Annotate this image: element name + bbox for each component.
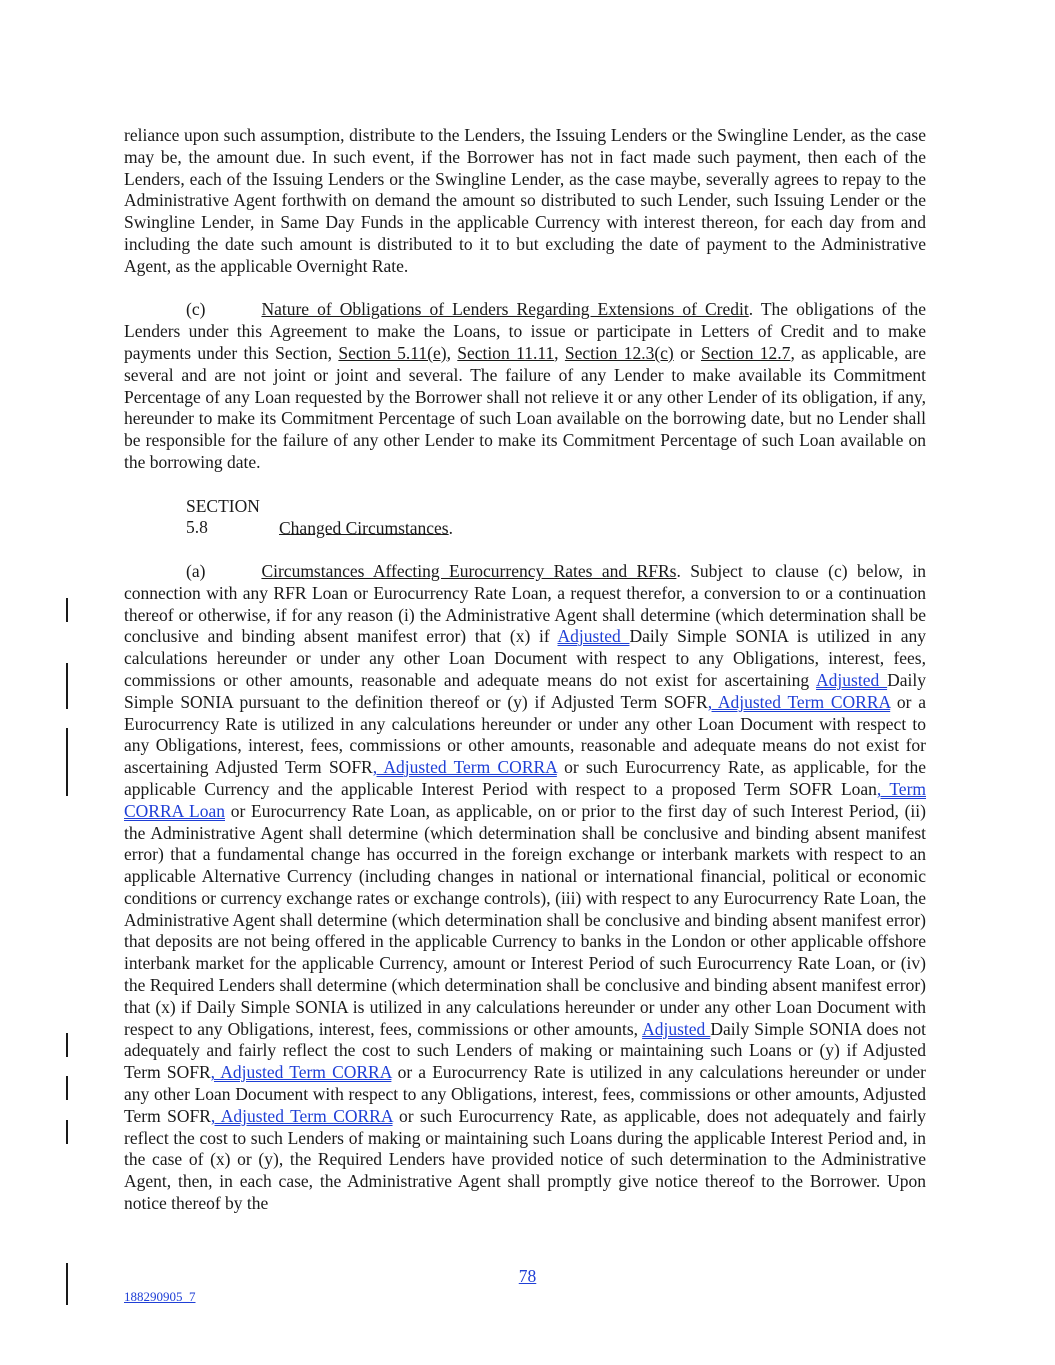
document-page [124,125,926,1215]
clause-a-text: or a Eurocurrency Rate is utilized in any calculations hereunder or under any other Loan Document with respect to any Obligations, interest, fees, commissions or other amounts, reasonable and adequate means do not exist for ascertaining Adjusted Term SOFR [124,691,926,778]
inserted-text[interactable]: , Adjusted Term CORRA [210,1105,393,1126]
change-bar [66,1120,68,1144]
document-id[interactable]: 188290905_7 [124,1289,196,1304]
section-ref-12-7[interactable]: Section 12.7 [700,342,791,363]
section-ref-12-3c[interactable]: Section 12.3(c) [564,342,674,363]
ref-separator: , [446,342,458,363]
clause-c-heading: Nature of Obligations of Lenders Regarding Extensions of Credit [261,299,749,320]
clause-a-text: or such Eurocurrency Rate, as applicable, does not adequately and fairly reflect the cost to such Lenders of making or maintaining such Loans during the applicable Interest Period and, in the case of (x) or (y), the Required Lenders have provided notice of such determination to the Administrative Agent, then, in each case, the Administrative Agent shall promptly give notice thereof to the Borrower. Upon notice thereof by the [124,1105,926,1214]
section-number: SECTION 5.8 [186,495,260,538]
change-bar [66,728,68,796]
section-heading [124,496,926,540]
paragraph-c [124,299,926,473]
section-title: Changed Circumstances [279,517,449,538]
inserted-text[interactable]: , Adjusted Term CORRA [372,757,557,778]
ref-separator: or [673,342,701,363]
clause-a-text: or a Eurocurrency Rate is utilized in any calculations hereunder or under any other Loan Document with respect to any Obligations, interest, fees, commissions or other amounts, Adjusted Term SOFR [124,1062,926,1126]
clause-label-a: (a) [186,560,206,581]
page-number[interactable]: 78 [518,1266,537,1286]
inserted-text[interactable]: Adjusted [816,669,888,690]
inserted-text[interactable]: , Adjusted Term CORRA [210,1062,392,1083]
clause-c-text-2: , as applicable, are several and are not joint or joint and several. The failure of any Lender to make available its Commitment Percentage of any Loan requested by the Borrower shall not relieve it or any other Lender of its obligation, if any, hereunder to make its Commitment Percentage of such Loan available on the borrowing date, but no Lender shall be responsible for the failure of any other Lender to make its Commitment Percentage of such Loan available on the borrowing date. [124,342,927,472]
paragraph-a [124,561,926,1215]
paragraph-continuation: reliance upon such assumption, distribute to the Lenders, the Issuing Lenders or the Swingline Lender, as the case may be, the amount due. In such event, if the Borrower has not in fact made such payment, then each of the Lenders, each of the Issuing Lenders or the Swingline Lender, as the case maybe, severally agrees to repay to the Administrative Agent forthwith on demand the amount so distributed to such Lender, such Issuing Lender or the Swingline Lender, in Same Day Funds in the applicable Currency with interest thereon, for each day from and including the date such amount is distributed to it to but excluding the date of payment to the Administrative Agent, as the applicable Overnight Rate. [124,125,926,276]
ref-separator: , [554,342,565,363]
inserted-text[interactable]: Adjusted [557,626,630,647]
section-ref-11-11[interactable]: Section 11.11 [457,342,555,363]
clause-label-c: (c) [186,299,206,320]
clause-a-text: Daily Simple SONIA pursuant to the definition thereof or (y) if Adjusted Term SOFR [124,669,926,712]
inserted-text[interactable]: , Term CORRA Loan [124,778,927,821]
clause-a-text: Daily Simple SONIA does not adequately and fairly reflect the cost to such Lenders of making or maintaining such Loans or (y) if Adjusted Term SOFR [124,1018,926,1083]
change-bar [66,1033,68,1057]
change-bar [66,663,68,709]
change-bar [66,598,68,622]
clause-a-text: . Subject to clause (c) below, in connection with any RFR Loan or Eurocurrency Rate Loan, a request therefor, a conversion to or a continuation thereof or otherwise, if for any reason (i) the Administrative Agent shall determine (which determination shall be conclusive and binding absent manifest error) that (x) if [124,560,926,647]
change-bar [66,1076,68,1100]
clause-a-text: or Eurocurrency Rate Loan, as applicable, on or prior to the first day of such Interest Period, (ii) the Administrative Agent shall determine (which determination shall be conclusive and binding absent manifest error) that a fundamental change has occurred in the foreign exchange or interbank markets with respect to an applicable Alternative Currency (including changes in national or international financial, political or economic conditions or currency exchange rates or exchange controls), (iii) with respect to any Eurocurrency Rate Loan, the Administrative Agent shall determine (which determination shall be conclusive and binding absent manifest error) that deposits are not being offered in the applicable Currency to banks in the London or other applicable offshore interbank market for the applicable Currency, amount or Interest Period of such Eurocurrency Rate Loan, or (iv) the Required Lenders shall determine (which determination shall be conclusive and binding absent manifest error) that (x) if Daily Simple SONIA is utilized in any calculations hereunder or under any other Loan Document with respect to any Obligations, interest, fees, commissions or other amounts, [124,800,926,1039]
inserted-text[interactable]: Adjusted [642,1018,711,1039]
clause-c-text-1: . The obligations of the Lenders under this Agreement to make the Loans, to issue or participate in Letters of Credit and to make payments under this Section, [124,299,926,363]
section-ref-5-11e[interactable]: Section 5.11(e) [338,342,447,363]
clause-a-text: Daily Simple SONIA is utilized in any calculations hereunder or under any other Loan Document with respect to any Obligations, interest, fees, commissions or other amounts, reasonable and adequate means do not exist for ascertaining [124,626,926,690]
clause-a-heading: Circumstances Affecting Eurocurrency Rates and RFRs [261,560,677,581]
clause-a-text: or such Eurocurrency Rate, as applicable, for the applicable Currency and the applicable Interest Period with respect to a proposed Term SOFR Loan [124,757,926,799]
section-title-period: . [448,517,453,538]
inserted-text[interactable]: , Adjusted Term CORRA [707,691,891,712]
